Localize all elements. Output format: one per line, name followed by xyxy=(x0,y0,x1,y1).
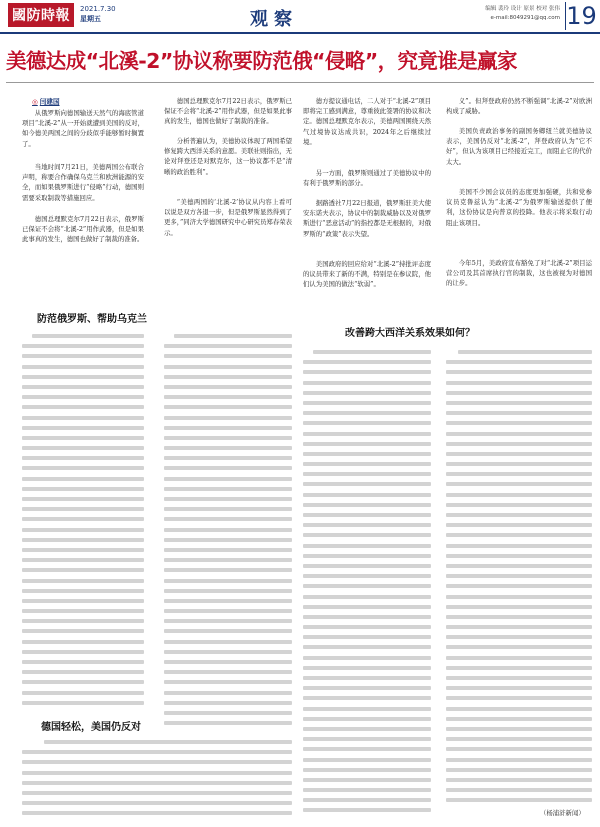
article-paragraph: 美国负责政治事务的副国务卿纽兰就美德协议表示，美国仍反对“北溪-2”，拜登政府认为“它不好”，但认为该项目已经接近完工，而阻止它的代价太大。 xyxy=(446,127,592,166)
issue-date xyxy=(80,4,116,24)
article-paragraph: 从俄罗斯向德国输送天然气的海底管道项目“北溪-2”从一开始就遭到美国的反对，如今德美两国之间的分歧似乎能够暂时搁置了。 xyxy=(22,109,144,148)
article-paragraph: 德国总理默克尔7月22日表示，俄罗斯已保证不会将“北溪-2”用作武器，但是如果此事真的发生，德国也做好了制裁的准备。 xyxy=(22,215,144,244)
headline-divider xyxy=(6,82,594,83)
text-block xyxy=(446,350,592,808)
byline-name: 闫建国 xyxy=(39,98,60,106)
article-paragraph: “美德两国的‘北溪-2’协议从内容上看可以说是双方各退一步，但是俄罗斯显然得到了更多，”同济大学德国研究中心研究员郑春荣表示。 xyxy=(164,198,292,237)
masthead xyxy=(0,0,600,34)
subhead: 德国轻松，美国仍反对 xyxy=(41,722,141,733)
article-paragraph: 当地时间7月21日，美德两国公布联合声明，称要合作确保乌克兰和欧洲能源的安全，而如果俄罗斯进行“侵略”行动，德国则需要采取制裁等措施回应。 xyxy=(22,163,144,202)
subhead: 防范俄罗斯、帮助乌克兰 xyxy=(37,314,147,325)
headline: 美德达成“北溪-2”协议称要防范俄“侵略”，究竟谁是赢家 xyxy=(6,49,517,73)
text-block xyxy=(164,334,292,731)
weekday: 星期五 xyxy=(80,15,101,23)
author-credit: （杨浦浒新闻） xyxy=(540,809,585,817)
page-number: 19 xyxy=(566,2,597,30)
section-title: 观察 xyxy=(250,9,298,30)
byline-mark: ◎ xyxy=(32,98,38,106)
article-paragraph: 德国总理默克尔7月22日表示，俄罗斯已保证不会将“北溪-2”用作武器，但是如果此事真的发生，德国也做好了制裁的准备。 xyxy=(164,97,292,126)
article-paragraph: 今年5月，美政府宣布豁免了对“北溪-2”项目运营公司及其首席执行官的制裁，这也被视为对德国的让步。 xyxy=(446,259,592,288)
text-block xyxy=(303,350,431,819)
article-paragraph: 义”。但拜登政府仍然不断强调“北溪-2”对欧洲构成了威胁。 xyxy=(446,97,592,116)
staff-line: 编辑 裴玲 设计 原景 校对 张伟 xyxy=(485,6,560,12)
newspaper-logo: 國防時報 xyxy=(8,3,74,27)
article-paragraph: 分析普遍认为，美德协议体现了两国希望修复跨大西洋关系的意愿。美联社则指出，无论对拜登还是对默克尔，这一协议都不是“清晰的政治胜利”。 xyxy=(164,137,292,176)
subhead: 改善跨大西洋关系效果如何？ xyxy=(345,328,475,339)
text-block xyxy=(22,334,144,711)
article-paragraph: 据路透社7月22日报道，俄罗斯驻美大使安东诺夫表示，协议中的制裁威胁以及对俄罗斯进行“恶意活动”的指控都是无根据的，对俄罗斯的“政策”表示失望。 xyxy=(303,199,431,238)
date: 2021.7.30 xyxy=(80,5,116,13)
article-paragraph: 美国不少国会议员的态度更加强硬，共和党参议员克鲁兹认为“北溪-2”为俄罗斯输送提供了便利，这份协议是向普京的投降。他表示将采取行动阻止该项目。 xyxy=(446,188,592,227)
article-paragraph: 另一方面，俄罗斯则通过了美德协议中的有利于俄罗斯的部分。 xyxy=(303,169,431,188)
byline xyxy=(32,96,60,106)
staff-credits xyxy=(430,5,560,23)
text-block xyxy=(22,740,292,822)
article-paragraph: 德方提议通电话，二人对于“北溪-2”项目即将完工感到满意，尊重彼此签署的协议和决定。德国总理默克尔表示，美德两国围绕天然气过境协议达成共识，2024年之后继续过境。 xyxy=(303,97,431,146)
contact-email: e-mail:8049291@qq.com xyxy=(490,15,560,21)
article-paragraph: 美国政府的回应给对“北溪-2”持批评态度的议员带来了新的不满，特别是在参议院，他们认为美国的做法“软弱”。 xyxy=(303,260,431,289)
